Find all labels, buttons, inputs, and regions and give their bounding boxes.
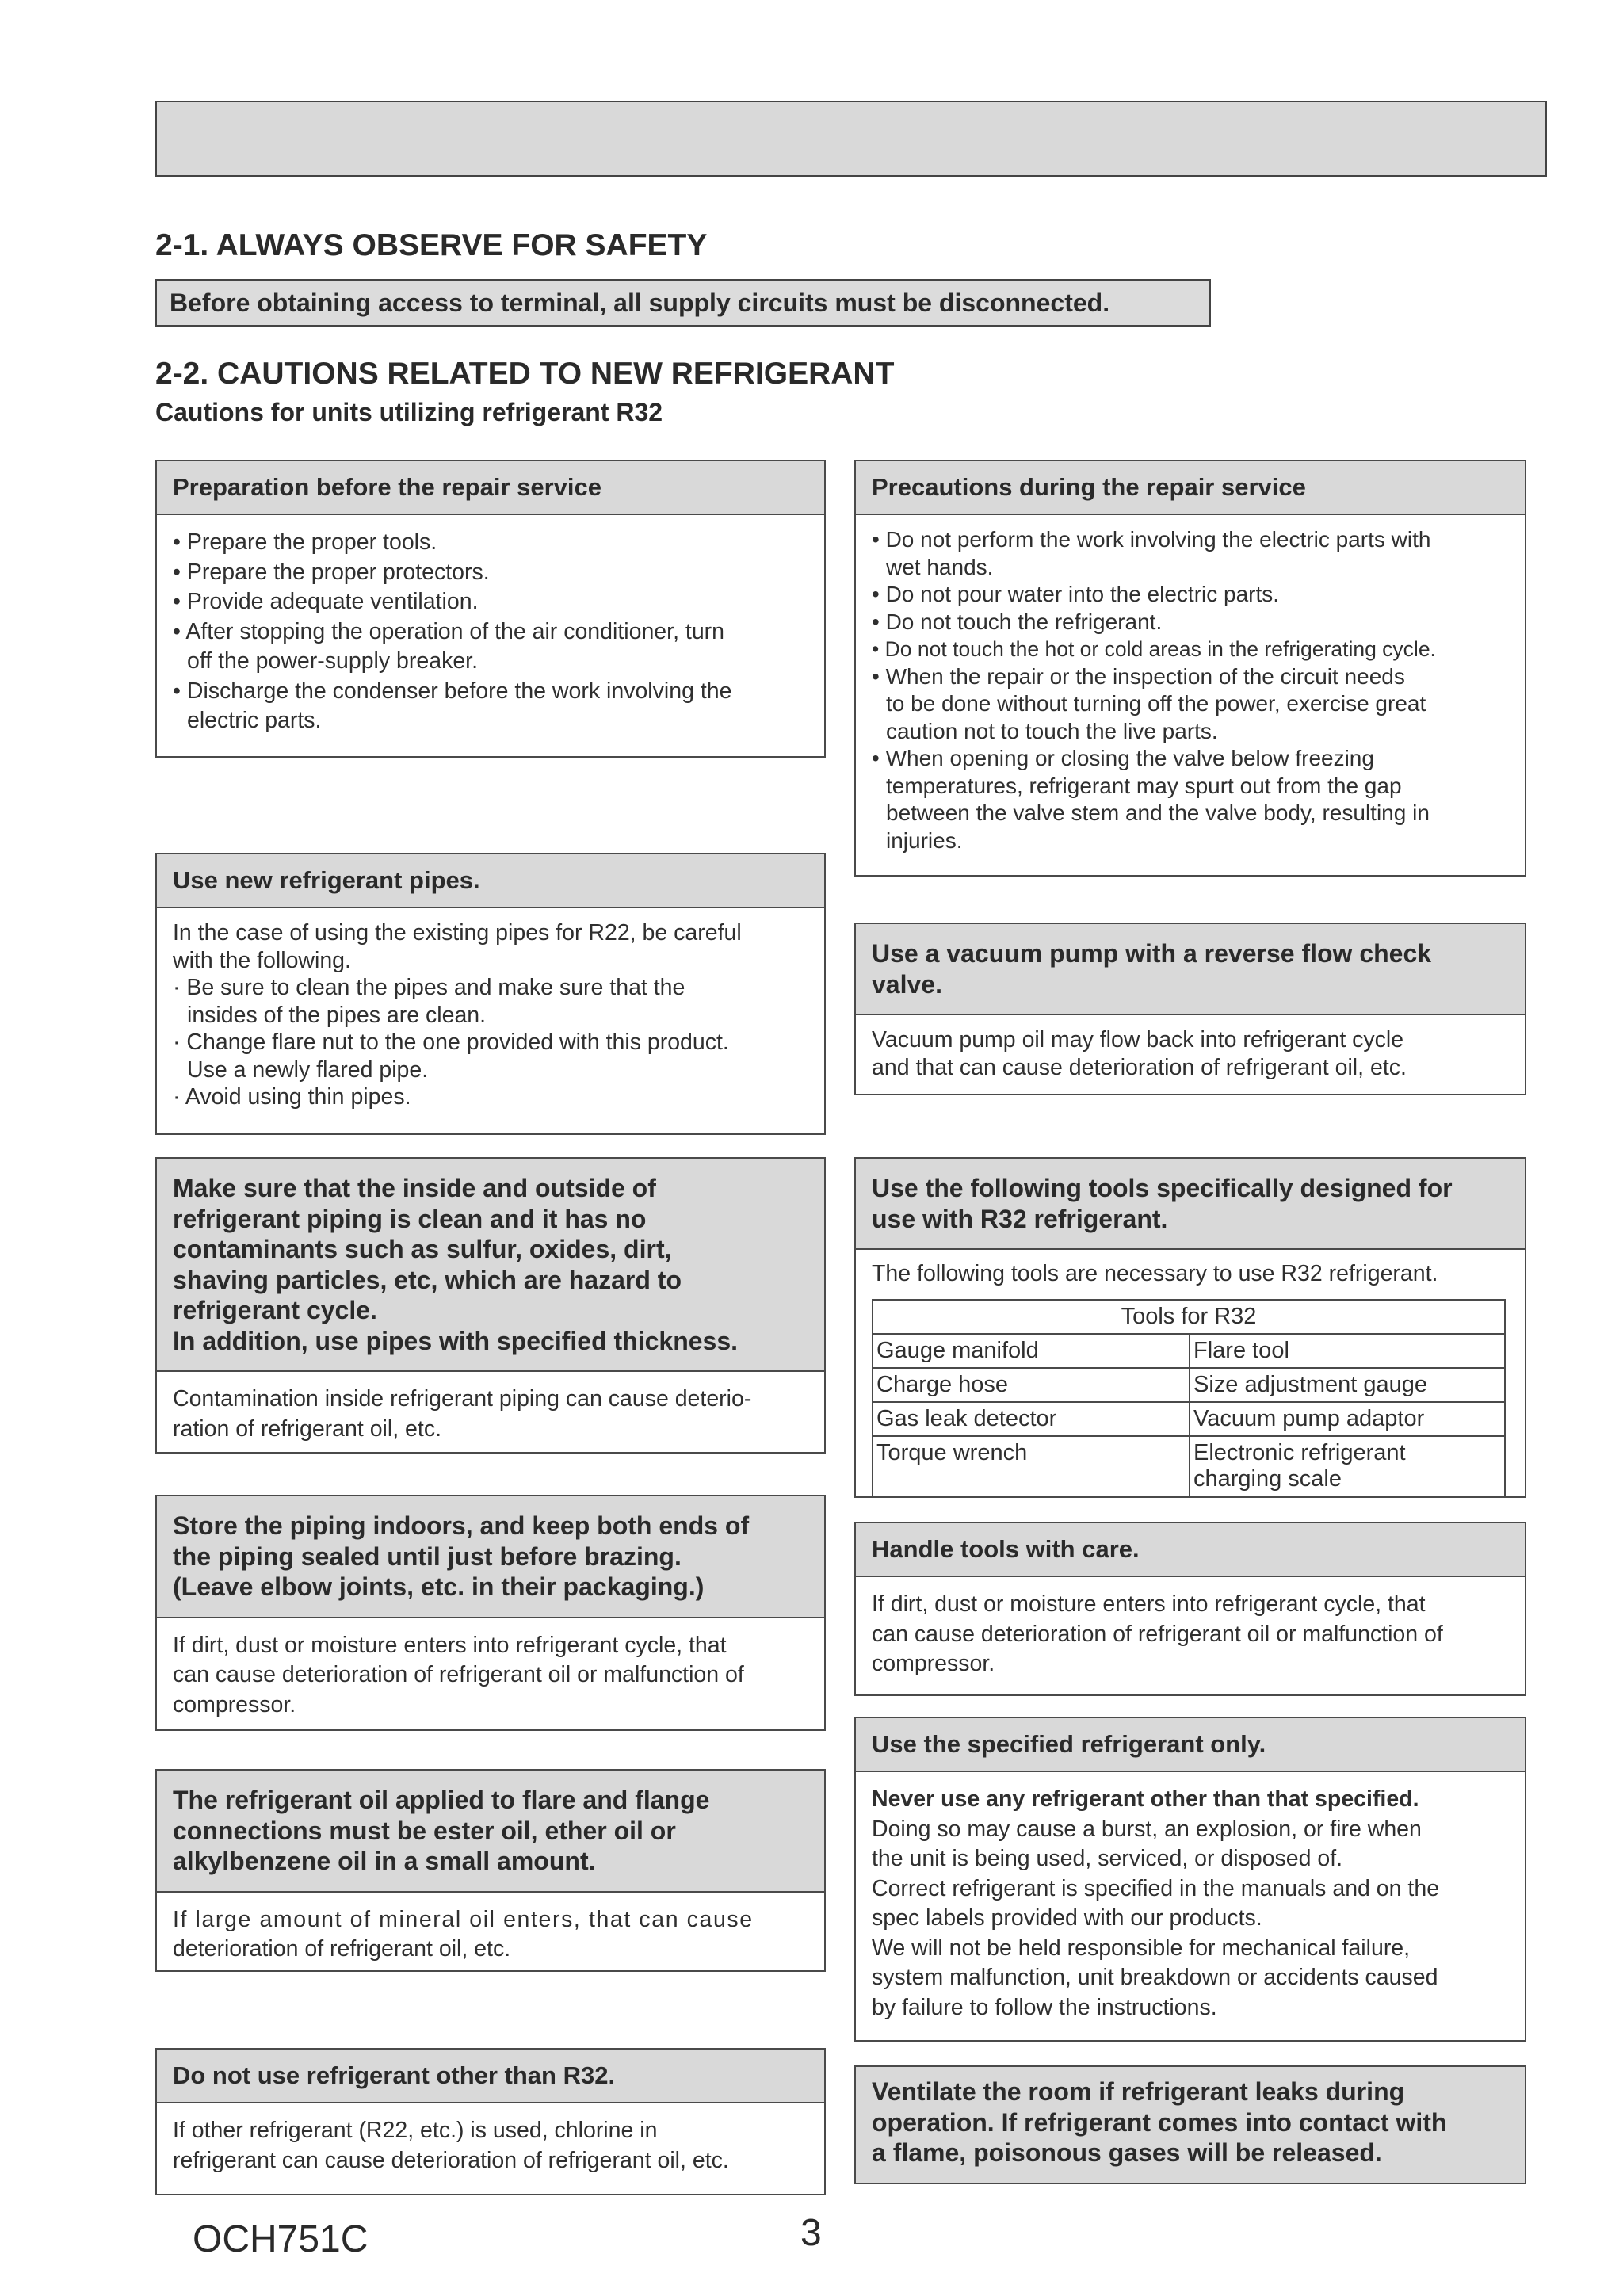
box-r32-only-body: [157, 2103, 824, 2188]
specified-line: by failure to follow the instructions.: [872, 1994, 1217, 2020]
box-store-piping-title: [157, 1496, 824, 1618]
box-precautions-body: [856, 515, 1525, 867]
clean-title-line: contaminants such as sulfur, oxides, dirt,: [173, 1235, 672, 1263]
table-cell-line: charging scale: [1193, 1465, 1342, 1492]
box-handle-tools: [854, 1522, 1526, 1696]
precaution-line: • When opening or closing the valve below freezing: [872, 746, 1374, 770]
tools-table: [872, 1299, 1506, 1497]
section-title-safety: 2-1. ALWAYS OBSERVE FOR SAFETY: [155, 228, 708, 262]
document-code: OCH751C: [193, 2218, 369, 2260]
prep-line: off the power-supply breaker.: [187, 648, 479, 674]
table-row: [873, 1436, 1505, 1496]
box-r32-only: [155, 2048, 826, 2195]
precaution-line: • Do not touch the hot or cold areas in the refrigerating cycle.: [872, 637, 1436, 661]
table-row: [873, 1368, 1505, 1402]
vacuum-title-line: Use a vacuum pump with a reverse flow check: [872, 939, 1432, 968]
box-vacuum-pump-title: [856, 924, 1525, 1015]
box-clean-piping-body: [157, 1372, 824, 1457]
specified-line: system malfunction, unit breakdown or accidents caused: [872, 1965, 1438, 1990]
box-new-pipes: [155, 853, 826, 1135]
r32-line: refrigerant can cause deterioration of refrigerant oil, etc.: [173, 2147, 729, 2173]
box-precautions: [854, 460, 1526, 877]
table-cell: Gauge manifold: [873, 1334, 1190, 1368]
new-pipes-line: with the following.: [173, 947, 351, 973]
store-line: If dirt, dust or moisture enters into refrigerant cycle, that: [173, 1632, 727, 1658]
box-handle-tools-body: [856, 1577, 1525, 1692]
tools-title-line: Use the following tools specifically designed for: [872, 1174, 1453, 1202]
section-subtitle: Cautions for units utilizing refrigerant R32: [155, 398, 663, 426]
specified-line: spec labels provided with our products.: [872, 1905, 1262, 1931]
table-cell: Torque wrench: [873, 1436, 1190, 1496]
vacuum-line: Vacuum pump oil may flow back into refrigerant cycle: [872, 1027, 1404, 1052]
precaution-line: • When the repair or the inspection of the circuit needs: [872, 663, 1405, 689]
prep-line: • Provide adequate ventilation.: [173, 589, 479, 614]
store-title-line: the piping sealed until just before brazing.: [173, 1541, 682, 1571]
precaution-line: between the valve stem and the valve body, resulting in: [886, 800, 1430, 825]
clean-title-line: Make sure that the inside and outside of: [173, 1174, 656, 1202]
vacuum-title-line: valve.: [872, 969, 942, 999]
prep-line: • Prepare the proper protectors.: [173, 559, 490, 585]
handle-line: can cause deterioration of refrigerant oil or malfunction of: [872, 1621, 1443, 1647]
precaution-line: caution not to touch the live parts.: [886, 718, 1218, 743]
clean-title-line: shaving particles, etc, which are hazard to: [173, 1265, 682, 1294]
store-line: can cause deterioration of refrigerant oil or malfunction of: [173, 1662, 744, 1687]
box-new-pipes-title: Use new refrigerant pipes.: [157, 854, 824, 908]
box-specified-refrigerant-body: [856, 1772, 1525, 2035]
box-tools-title: [856, 1159, 1525, 1250]
ventilate-title-line: Ventilate the room if refrigerant leaks during: [872, 2077, 1405, 2106]
box-refrigerant-oil: [155, 1769, 826, 1972]
store-line: compressor.: [173, 1691, 296, 1717]
oil-line: If large amount of mineral oil enters, that can cause: [173, 1906, 754, 1932]
oil-title-line: connections must be ester oil, ether oil or: [173, 1816, 676, 1845]
box-vacuum-pump: [854, 923, 1526, 1095]
handle-line: If dirt, dust or moisture enters into refrigerant cycle, that: [872, 1591, 1426, 1617]
store-title-line: Store the piping indoors, and keep both ends of: [173, 1511, 750, 1540]
safety-note: Before obtaining access to terminal, all supply circuits must be disconnected.: [155, 279, 1211, 327]
box-specified-refrigerant-title: Use the specified refrigerant only.: [856, 1718, 1525, 1772]
box-refrigerant-oil-body: [157, 1893, 824, 1977]
specified-warning: Never use any refrigerant other than that specified.: [872, 1786, 1419, 1812]
prep-line: electric parts.: [187, 708, 322, 733]
clean-line: Contamination inside refrigerant piping can cause deterio-: [173, 1386, 752, 1412]
table-header: Tools for R32: [873, 1300, 1505, 1334]
page-number: 3: [800, 2212, 822, 2254]
oil-line: deterioration of refrigerant oil, etc.: [173, 1936, 511, 1962]
box-store-piping: [155, 1495, 826, 1731]
new-pipes-line: · Be sure to clean the pipes and make sure that the: [173, 975, 685, 1000]
ventilate-title-line: operation. If refrigerant comes into contact with: [872, 2107, 1447, 2137]
box-vacuum-pump-body: [856, 1015, 1525, 1094]
precaution-line: wet hands.: [886, 554, 994, 579]
table-cell: Size adjustment gauge: [1190, 1368, 1505, 1402]
box-clean-piping: [155, 1157, 826, 1454]
vacuum-line: and that can cause deterioration of refrigerant oil, etc.: [872, 1054, 1407, 1080]
box-specified-refrigerant: [854, 1717, 1526, 2042]
tools-intro: The following tools are necessary to use R32 refrigerant.: [872, 1261, 1438, 1286]
handle-line: compressor.: [872, 1651, 995, 1676]
new-pipes-line: Use a newly flared pipe.: [187, 1056, 429, 1083]
clean-line: ration of refrigerant oil, etc.: [173, 1415, 441, 1442]
precaution-line: to be done without turning off the power, exercise great: [886, 691, 1426, 716]
prep-line: • Prepare the proper tools.: [173, 529, 437, 555]
table-cell: Flare tool: [1190, 1334, 1505, 1368]
section-title-refrigerant: 2-2. CAUTIONS RELATED TO NEW REFRIGERANT: [155, 357, 895, 391]
specified-line: We will not be held responsible for mechanical failure,: [872, 1935, 1411, 1961]
header-banner: [155, 101, 1547, 177]
box-handle-tools-title: Handle tools with care.: [856, 1523, 1525, 1577]
specified-line: Correct refrigerant is specified in the manuals and on the: [872, 1875, 1440, 1901]
box-preparation-body: [157, 515, 824, 749]
precaution-line: • Do not touch the refrigerant.: [872, 609, 1163, 634]
precaution-line: • Do not perform the work involving the electric parts with: [872, 527, 1431, 552]
box-ventilate: [854, 2065, 1526, 2184]
clean-title-line: In addition, use pipes with specified thickness.: [173, 1326, 739, 1355]
table-cell-line: Electronic refrigerant: [1193, 1439, 1406, 1465]
box-preparation: [155, 460, 826, 758]
tools-title-line: use with R32 refrigerant.: [872, 1204, 1168, 1233]
r32-line: If other refrigerant (R22, etc.) is used, chlorine in: [173, 2118, 658, 2143]
precaution-line: • Do not pour water into the electric parts.: [872, 582, 1280, 606]
specified-line: Doing so may cause a burst, an explosion, or fire when: [872, 1816, 1422, 1842]
new-pipes-line: insides of the pipes are clean.: [187, 1002, 487, 1028]
prep-line: • Discharge the condenser before the work involving the: [173, 678, 732, 704]
table-row: [873, 1334, 1505, 1368]
store-title-line: (Leave elbow joints, etc. in their packaging.): [173, 1572, 705, 1601]
precaution-line: injuries.: [886, 827, 963, 853]
clean-title-line: refrigerant piping is clean and it has no: [173, 1204, 647, 1233]
table-cell: [1190, 1436, 1505, 1496]
box-refrigerant-oil-title: [157, 1771, 824, 1893]
box-precautions-title: Precautions during the repair service: [856, 461, 1525, 515]
table-row: [873, 1402, 1505, 1436]
prep-line: • After stopping the operation of the air conditioner, turn: [173, 618, 725, 644]
new-pipes-line: In the case of using the existing pipes for R22, be careful: [173, 920, 742, 946]
clean-title-line: refrigerant cycle.: [173, 1296, 377, 1324]
table-header-row: [873, 1300, 1505, 1334]
box-store-piping-body: [157, 1618, 824, 1733]
precaution-line: temperatures, refrigerant may spurt out from the gap: [886, 773, 1402, 798]
box-r32-only-title: Do not use refrigerant other than R32.: [157, 2050, 824, 2103]
box-clean-piping-title: [157, 1159, 824, 1372]
table-cell: Gas leak detector: [873, 1402, 1190, 1436]
new-pipes-line: · Change flare nut to the one provided with this product.: [173, 1030, 729, 1055]
table-cell: Charge hose: [873, 1368, 1190, 1402]
box-preparation-title: Preparation before the repair service: [157, 461, 824, 515]
box-tools-body: [856, 1250, 1525, 1510]
box-new-pipes-body: [157, 908, 824, 1124]
ventilate-title-line: a flame, poisonous gases will be released.: [872, 2138, 1382, 2167]
oil-title-line: The refrigerant oil applied to flare and flange: [173, 1786, 710, 1814]
specified-line: the unit is being used, serviced, or disposed of.: [872, 1846, 1343, 1871]
oil-title-line: alkylbenzene oil in a small amount.: [173, 1847, 596, 1875]
box-tools: [854, 1157, 1526, 1498]
box-ventilate-title: [856, 2067, 1525, 2183]
table-cell: Vacuum pump adaptor: [1190, 1402, 1505, 1436]
new-pipes-line: · Avoid using thin pipes.: [173, 1084, 411, 1110]
